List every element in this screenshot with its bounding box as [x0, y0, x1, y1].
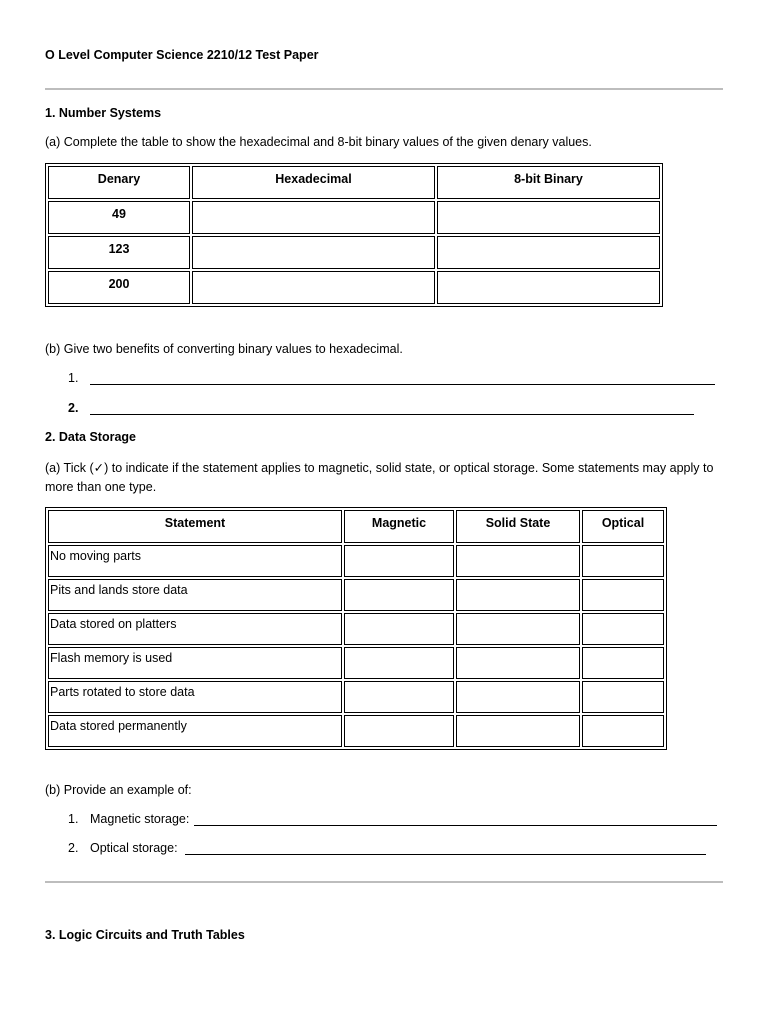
statement-cell: No moving parts	[48, 545, 342, 577]
optical-tick-cell[interactable]	[582, 545, 664, 577]
section-2-part-a-line-1: (a) Tick (✓) to indicate if the statement applies to magnetic, solid state, or optical storage. Some statements may apply to	[45, 461, 714, 475]
hex-answer-cell[interactable]	[192, 201, 435, 234]
statement-cell: Data stored permanently	[48, 715, 342, 747]
optical-answer-line[interactable]	[185, 853, 706, 855]
header-binary: 8-bit Binary	[437, 166, 660, 199]
answer-number: 1.	[68, 371, 79, 385]
example-number: 2.	[68, 841, 79, 855]
section-1-heading: 1. Number Systems	[45, 106, 162, 120]
section-3-heading: 3. Logic Circuits and Truth Tables	[45, 928, 245, 942]
section-2-heading: 2. Data Storage	[45, 430, 137, 444]
optical-tick-cell[interactable]	[582, 613, 664, 645]
table-row	[48, 545, 664, 577]
denary-cell: 49	[48, 201, 190, 234]
data-storage-table	[45, 507, 667, 750]
statement-cell: Pits and lands store data	[48, 579, 342, 611]
statement-cell: Flash memory is used	[48, 647, 342, 679]
binary-answer-cell[interactable]	[437, 271, 660, 304]
binary-answer-cell[interactable]	[437, 201, 660, 234]
table-header-row	[48, 166, 660, 199]
solid-state-tick-cell[interactable]	[456, 613, 580, 645]
section-1-part-a: (a) Complete the table to show the hexadecimal and 8-bit binary values of the given denary values.	[45, 135, 592, 149]
answer-number: 2.	[68, 401, 79, 415]
example-label-magnetic: Magnetic storage:	[90, 812, 190, 826]
optical-tick-cell[interactable]	[582, 681, 664, 713]
table-row	[48, 201, 660, 234]
table-row	[48, 681, 664, 713]
solid-state-tick-cell[interactable]	[456, 681, 580, 713]
header-hexadecimal: Hexadecimal	[192, 166, 435, 199]
magnetic-tick-cell[interactable]	[344, 647, 454, 679]
table-row	[48, 613, 664, 645]
statement-cell: Parts rotated to store data	[48, 681, 342, 713]
statement-cell: Data stored on platters	[48, 613, 342, 645]
hex-answer-cell[interactable]	[192, 271, 435, 304]
header-solid-state: Solid State	[456, 510, 580, 543]
table-row	[48, 271, 660, 304]
example-label-optical: Optical storage:	[90, 841, 178, 855]
magnetic-tick-cell[interactable]	[344, 715, 454, 747]
example-number: 1.	[68, 812, 79, 826]
optical-tick-cell[interactable]	[582, 715, 664, 747]
section-1-part-b: (b) Give two benefits of converting binary values to hexadecimal.	[45, 342, 403, 356]
answer-line-1[interactable]	[90, 383, 715, 385]
optical-tick-cell[interactable]	[582, 647, 664, 679]
page-title: O Level Computer Science 2210/12 Test Paper	[45, 48, 319, 62]
table-row	[48, 236, 660, 269]
divider	[45, 88, 723, 90]
table-row	[48, 647, 664, 679]
header-magnetic: Magnetic	[344, 510, 454, 543]
optical-tick-cell[interactable]	[582, 579, 664, 611]
solid-state-tick-cell[interactable]	[456, 715, 580, 747]
number-systems-table	[45, 163, 663, 307]
table-header-row	[48, 510, 664, 543]
binary-answer-cell[interactable]	[437, 236, 660, 269]
header-denary: Denary	[48, 166, 190, 199]
table-row	[48, 579, 664, 611]
solid-state-tick-cell[interactable]	[456, 545, 580, 577]
magnetic-tick-cell[interactable]	[344, 545, 454, 577]
section-2-part-a-line-2: more than one type.	[45, 480, 157, 494]
hex-answer-cell[interactable]	[192, 236, 435, 269]
denary-cell: 200	[48, 271, 190, 304]
header-statement: Statement	[48, 510, 342, 543]
answer-line-2[interactable]	[90, 413, 694, 415]
solid-state-tick-cell[interactable]	[456, 579, 580, 611]
solid-state-tick-cell[interactable]	[456, 647, 580, 679]
denary-cell: 123	[48, 236, 190, 269]
section-2-part-b: (b) Provide an example of:	[45, 783, 192, 797]
header-optical: Optical	[582, 510, 664, 543]
magnetic-tick-cell[interactable]	[344, 613, 454, 645]
divider	[45, 881, 723, 883]
magnetic-answer-line[interactable]	[194, 824, 717, 826]
table-row	[48, 715, 664, 747]
magnetic-tick-cell[interactable]	[344, 681, 454, 713]
magnetic-tick-cell[interactable]	[344, 579, 454, 611]
